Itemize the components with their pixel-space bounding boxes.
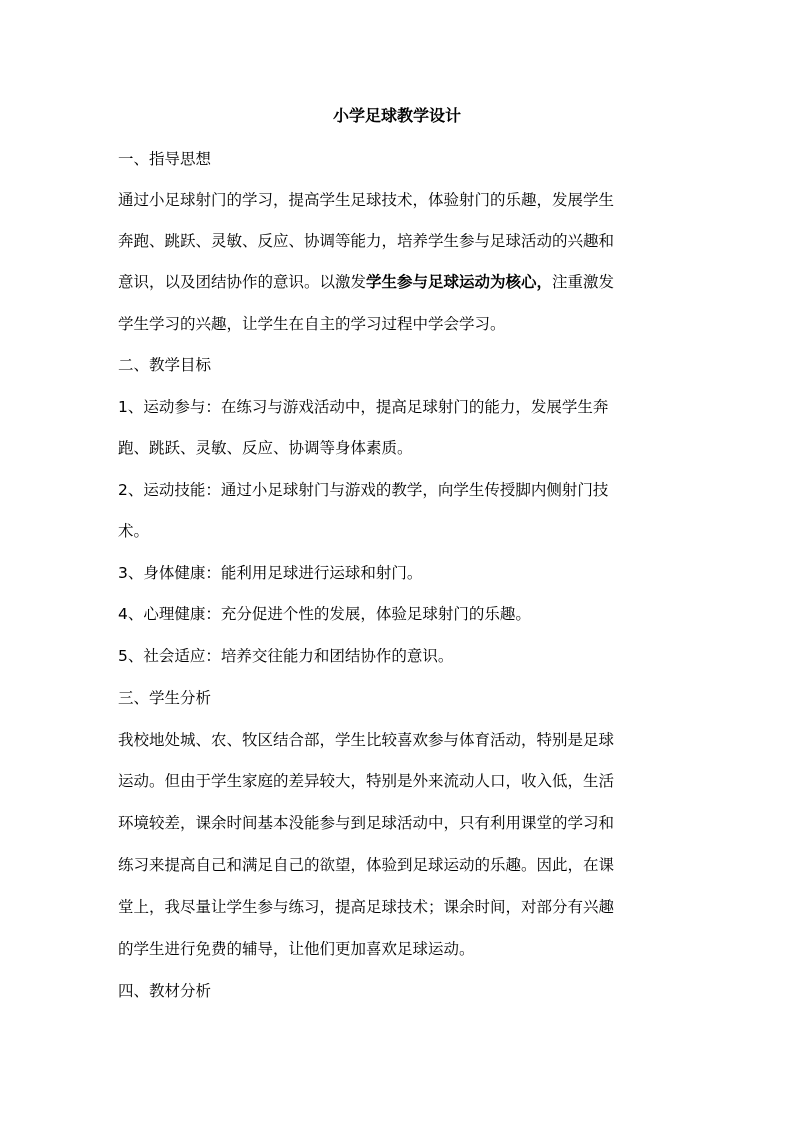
list-item-line: 1、运动参与：在练习与游戏活动中，提高足球射门的能力，发展学生奔 [118,398,609,416]
paragraph-line: 学生学习的兴趣，让学生在自主的学习过程中学会学习。 [118,315,506,333]
paragraph-line [118,270,698,294]
list-item: 5、社会适应：培养交往能力和团结协作的意识。 [118,647,454,665]
section-heading-material-analysis: 四、教材分析 [118,982,212,1000]
paragraph-line: 堂上，我尽量让学生参与练习，提高足球技术；课余时间，对部分有兴趣 [118,898,615,916]
paragraph-line: 通过小足球射门的学习，提高学生足球技术，体验射门的乐趣，发展学生 [118,191,615,209]
list-item-line: 跑、跳跃、灵敏、反应、协调等身体素质。 [118,439,413,457]
paragraph-line: 的学生进行免费的辅导，让他们更加喜欢足球运动。 [118,940,475,958]
section-heading-teaching-goals: 二、教学目标 [118,356,212,374]
emphasized-text: 学生参与足球运动为核心， [366,273,553,291]
list-item: 3、身体健康：能利用足球进行运球和射门。 [118,564,423,582]
paragraph-text: 注重激发 [552,273,615,291]
paragraph-line: 练习来提高自己和满足自己的欲望，体验到足球运动的乐趣。因此，在课 [118,856,615,874]
list-item-line: 2、运动技能：通过小足球射门与游戏的教学，向学生传授脚内侧射门技 [118,481,609,499]
paragraph-line: 我校地处城、农、牧区结合部，学生比较喜欢参与体育活动，特别是足球 [118,731,615,749]
section-heading-guiding-ideology: 一、指导思想 [118,150,212,168]
paragraph-line: 环境较差，课余时间基本没能参与到足球活动中，只有利用课堂的学习和 [118,814,615,832]
section-heading-student-analysis: 三、学生分析 [118,689,212,707]
list-item: 4、心理健康：充分促进个性的发展，体验足球射门的乐趣。 [118,605,531,623]
paragraph-line: 奔跑、跳跃、灵敏、反应、协调等能力，培养学生参与足球活动的兴趣和 [118,232,615,250]
document-title: 小学足球教学设计 [332,106,461,125]
paragraph-text: 意识，以及团结协作的意识。以激发 [118,273,367,291]
list-item-line: 术。 [118,522,150,540]
paragraph-line: 运动。但由于学生家庭的差异较大，特别是外来流动人口，收入低，生活 [118,772,615,790]
